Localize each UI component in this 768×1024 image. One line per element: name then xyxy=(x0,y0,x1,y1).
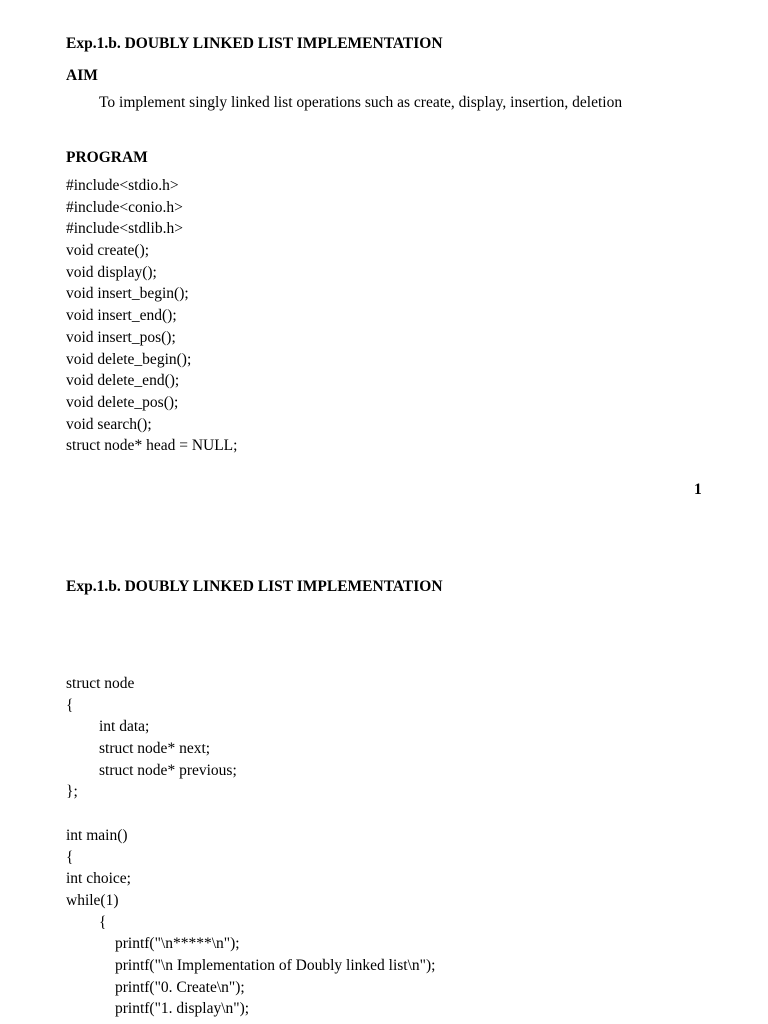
code-line: { xyxy=(99,913,107,931)
page-number: 1 xyxy=(694,481,702,498)
code-line: int choice; xyxy=(66,870,131,888)
code-line: struct node* next; xyxy=(99,740,211,758)
code-line: #include<conio.h> xyxy=(66,198,183,216)
code-line: { xyxy=(66,696,74,714)
code-line: void delete_pos(); xyxy=(66,393,179,411)
code-line: void delete_begin(); xyxy=(66,350,192,368)
document-page-2 xyxy=(0,530,768,1024)
code-line: int main() xyxy=(66,826,128,844)
aim-description: To implement singly linked list operations such as create, display, insertion, deletion xyxy=(99,94,623,111)
code-line: printf("\n*****\n"); xyxy=(115,935,240,953)
code-line: void insert_pos(); xyxy=(66,328,176,346)
code-line: printf("\n Implementation of Doubly linked list\n"); xyxy=(115,956,436,974)
experiment-title: Exp.1.b. DOUBLY LINKED LIST IMPLEMENTATION xyxy=(66,35,443,52)
code-line: struct node* previous; xyxy=(99,761,237,779)
code-line: int data; xyxy=(99,718,150,736)
code-line: void search(); xyxy=(66,415,152,433)
code-line: void insert_begin(); xyxy=(66,285,189,303)
program-heading: PROGRAM xyxy=(66,149,148,166)
program-code-block xyxy=(66,673,435,1020)
code-line: void insert_end(); xyxy=(66,307,177,325)
code-line: #include<stdio.h> xyxy=(66,177,179,194)
code-line: printf("1. display\n"); xyxy=(115,1000,250,1018)
code-line: struct node xyxy=(66,675,135,692)
code-line: #include<stdlib.h> xyxy=(66,220,183,238)
experiment-title: Exp.1.b. DOUBLY LINKED LIST IMPLEMENTATION xyxy=(66,578,443,595)
code-line: void delete_end(); xyxy=(66,372,180,390)
code-line: void create(); xyxy=(66,242,150,260)
code-line: void display(); xyxy=(66,263,157,281)
code-line: printf("0. Create\n"); xyxy=(115,978,245,996)
program-code-block xyxy=(66,175,237,457)
code-line: while(1) xyxy=(66,891,119,909)
aim-heading: AIM xyxy=(66,67,98,84)
code-line: struct node* head = NULL; xyxy=(66,437,238,455)
code-line xyxy=(66,803,435,825)
code-line: { xyxy=(66,848,74,866)
code-line: }; xyxy=(66,783,78,801)
